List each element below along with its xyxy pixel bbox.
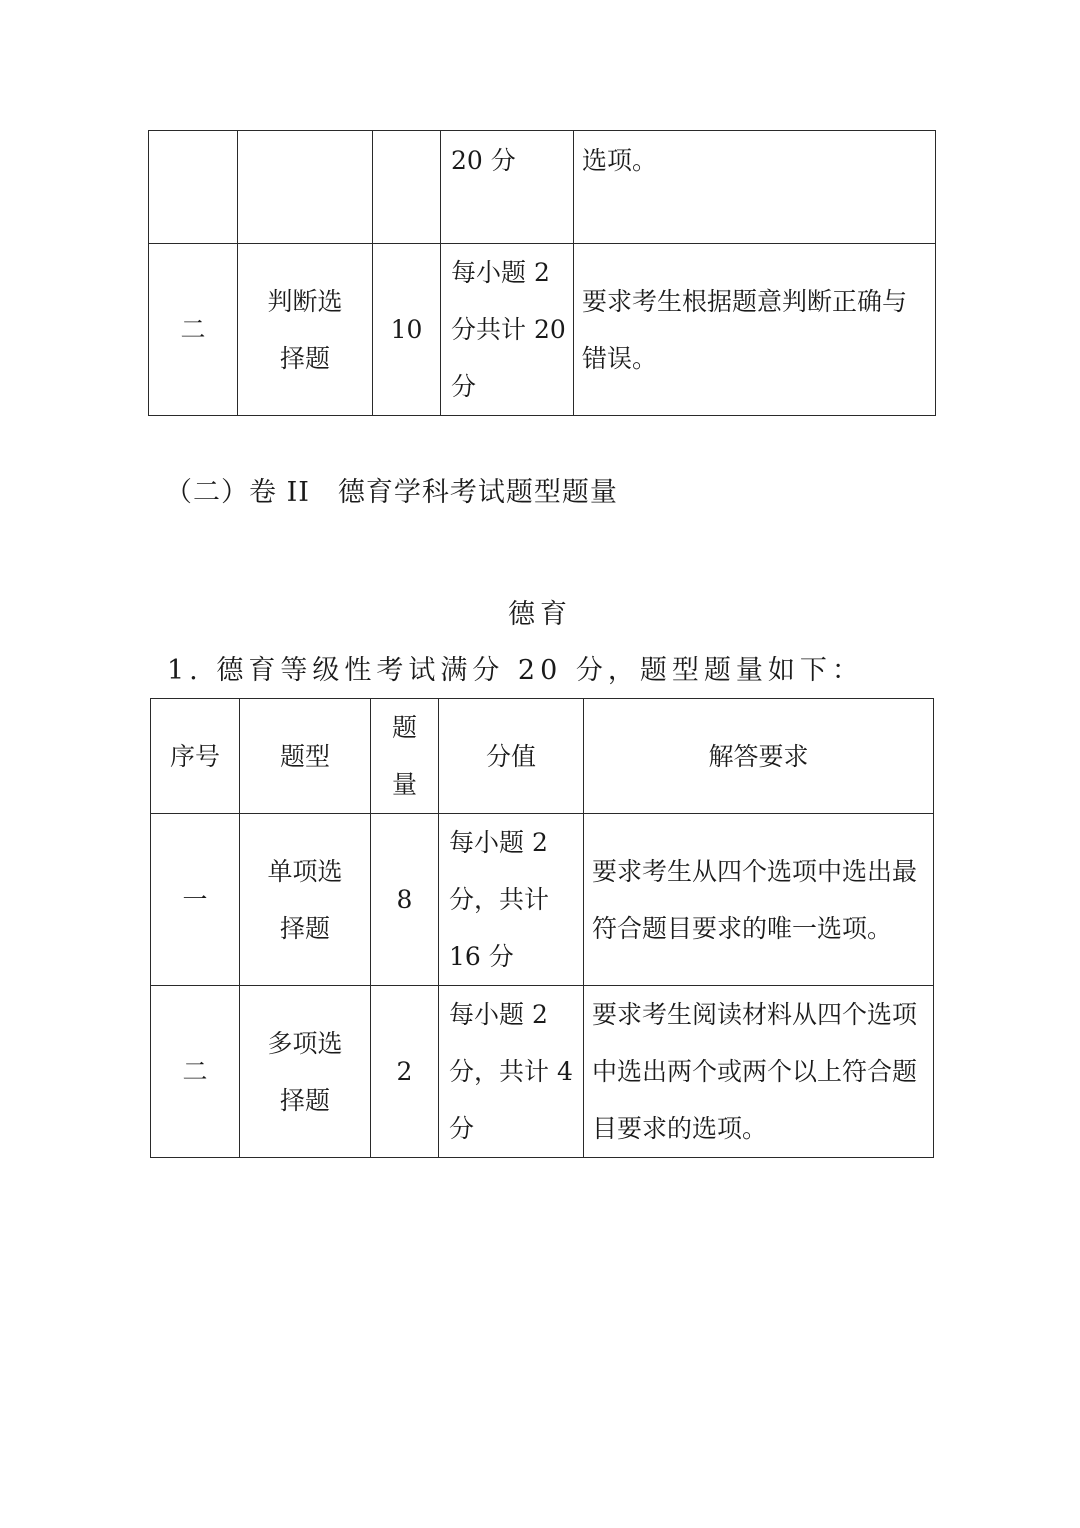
header-number: 序号 [151,699,240,814]
cell-question-type: 多项选择题 [240,986,371,1158]
table-row [149,244,936,416]
cell-requirement: 要求考生阅读材料从四个选项中选出两个或两个以上符合题目要求的选项。 [584,986,934,1158]
cell-question-count: 8 [371,814,439,986]
cell-number [149,131,238,244]
header-question-count: 题量 [371,699,439,814]
table-header-row [151,699,934,814]
cell-question-count: 2 [371,986,439,1158]
subject-title: 德育 [508,599,572,630]
table-row [151,814,934,986]
header-score: 分值 [439,699,584,814]
cell-question-type: 单项选择题 [240,814,371,986]
cell-requirement: 要求考生根据题意判断正确与错误。 [574,244,936,416]
cell-number: 二 [149,244,238,416]
moral-education-exam-table [150,698,934,1158]
intro-line: 1. 德育等级性考试满分 20 分，题型题量如下： [167,655,864,686]
cell-question-count: 10 [373,244,441,416]
table-row [151,986,934,1158]
cell-question-type: 判断选择题 [238,244,373,416]
cell-score: 每小题 2 分，共计 4 分 [439,986,584,1158]
section-heading: （二）卷 II 德育学科考试题型题量 [165,477,618,508]
header-requirement: 解答要求 [584,699,934,814]
cell-question-count [373,131,441,244]
cell-number: 二 [151,986,240,1158]
table-row [149,131,936,244]
cell-score: 每小题 2 分共计 20 分 [441,244,574,416]
cell-score: 20 分 [441,131,574,244]
cell-question-type [238,131,373,244]
cell-requirement: 选项。 [574,131,936,244]
cell-requirement: 要求考生从四个选项中选出最符合题目要求的唯一选项。 [584,814,934,986]
cell-number: 一 [151,814,240,986]
exam-format-table-continued [148,130,936,416]
cell-score: 每小题 2 分，共计 16 分 [439,814,584,986]
header-question-type: 题型 [240,699,371,814]
